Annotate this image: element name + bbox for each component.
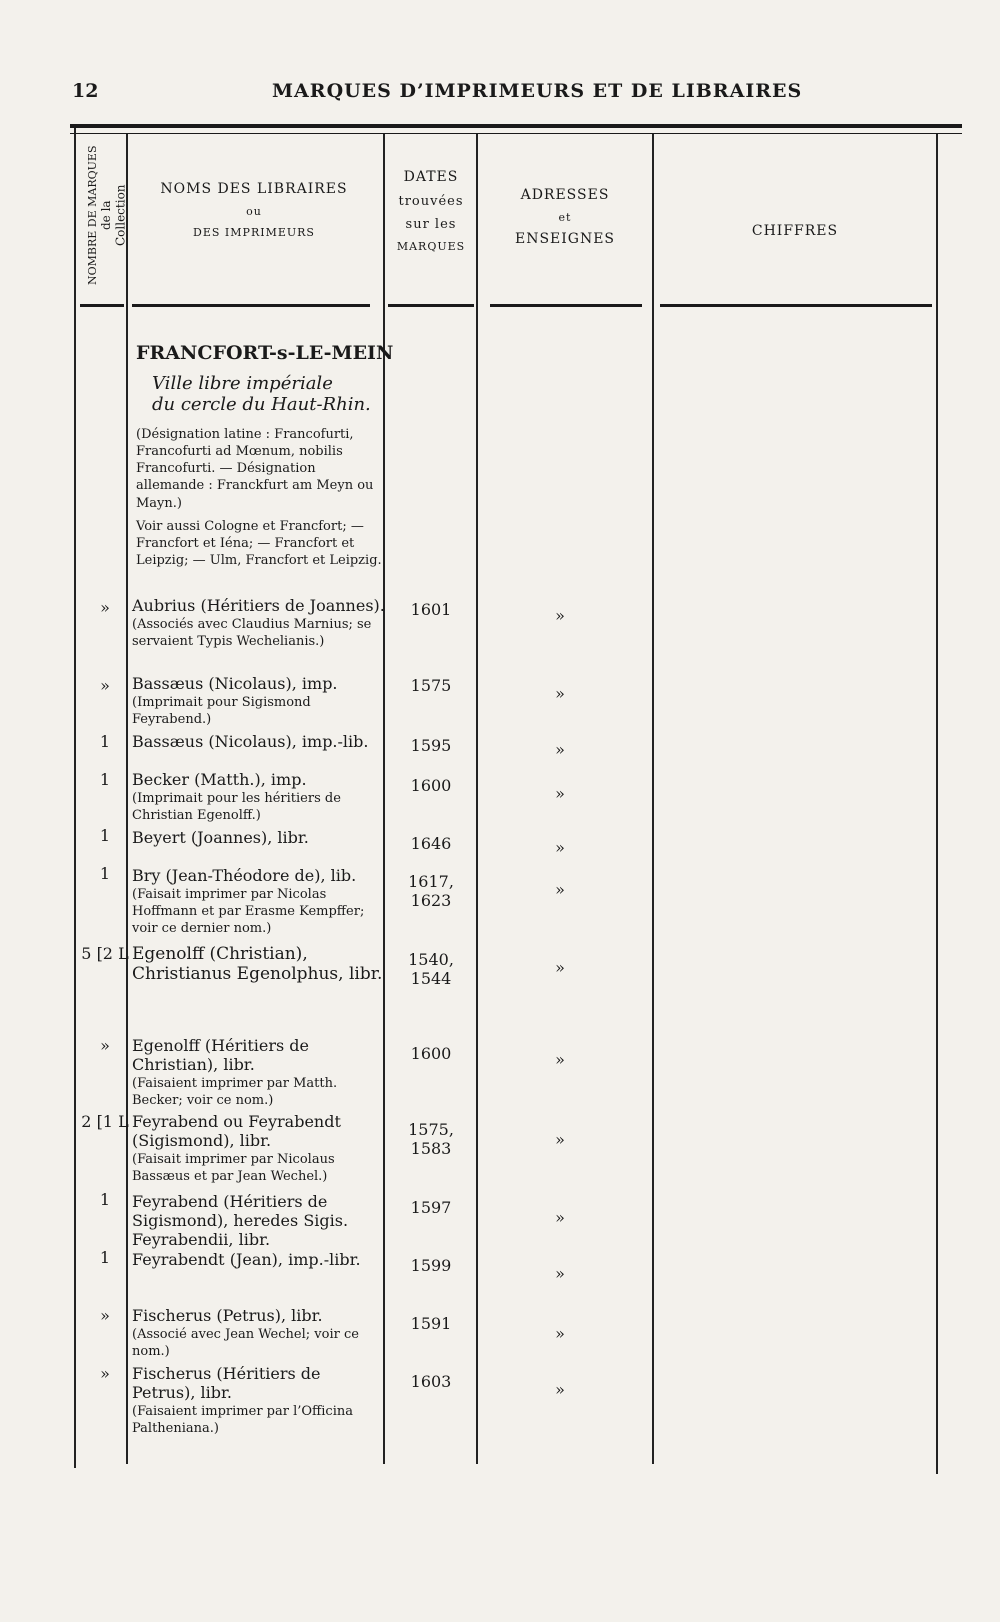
entry-date: 1646: [410, 834, 452, 853]
entry-name-text: Fischerus (Petrus), libr.: [132, 1306, 323, 1325]
entry-name: [132, 732, 386, 751]
city-description: [152, 374, 382, 415]
entry-address: »: [555, 1264, 565, 1283]
city-designation: (Désignation latine : Francofurti, Francofurti ad Mœnum, nobilis Francofurti. — Désignation allemande : Franckfurt am Meyn ou Mayn.): [136, 427, 374, 511]
entry-name: [132, 1306, 386, 1361]
header-adresses-line3: ENSEIGNES: [514, 230, 616, 247]
entry-address: »: [555, 1324, 565, 1343]
entry-name-text: Beyert (Joannes), libr.: [132, 828, 309, 847]
entry-date: 1603: [410, 1372, 452, 1391]
city-desc-line1: Ville libre impériale: [152, 373, 333, 394]
header-noms-line3: DES IMPRIMEURS: [193, 225, 315, 239]
header-noms-line2: ou: [246, 204, 262, 218]
entry-note: (Faisaient imprimer par l’Officina Paltheniana.): [132, 1404, 353, 1437]
header-noms: [134, 180, 374, 241]
entry-count: 5 [2 L: [81, 944, 129, 963]
entry-date: 1595: [410, 736, 452, 755]
entry-date: 1599: [410, 1256, 452, 1275]
entry-name-text: Fischerus (Héritiers de Petrus), libr.: [132, 1364, 321, 1403]
entry-date: 1575: [410, 676, 452, 695]
entry-name: [132, 944, 386, 985]
header-underline-2: [132, 304, 370, 307]
entry-name-text: Bry (Jean-Théodore de), lib.: [132, 866, 357, 885]
header-nombre-line1: NOMBRE DE MARQUES: [86, 145, 99, 285]
entry-note: (Associés avec Claudius Marnius; se servaient Typis Wechelianis.): [132, 617, 372, 650]
entry-note: (Faisait imprimer par Nicolaus Bassæus et par Jean Wechel.): [132, 1152, 335, 1185]
entry-address: »: [555, 1130, 565, 1149]
entry-date: 1540, 1544: [408, 950, 454, 988]
header-chiffres-label: CHIFFRES: [751, 223, 839, 239]
header-underline-3: [388, 304, 474, 307]
entry-name-text: Egenolff (Héritiers de Christian), libr.: [132, 1036, 309, 1075]
column-line-3: [476, 134, 478, 1464]
entry-address: »: [555, 606, 565, 625]
running-head: MARQUES D’IMPRIMEURS ET DE LIBRAIRES: [272, 80, 803, 102]
entry-name: [132, 674, 386, 729]
entry-name: [132, 866, 386, 938]
entry-note: (Imprimait pour Sigismond Feyrabend.): [132, 695, 311, 728]
column-line-left: [74, 128, 76, 1468]
header-underline-1: [80, 304, 124, 307]
entry-address: »: [555, 740, 565, 759]
entry-count: »: [100, 1364, 110, 1383]
entry-name: [132, 1250, 386, 1269]
entry-name-text: Feyrabendt (Jean), imp.-libr.: [132, 1250, 361, 1269]
entry-name-text: Bassæus (Nicolaus), imp.: [132, 674, 338, 693]
entry-date: 1597: [410, 1198, 452, 1217]
column-line-right: [936, 134, 938, 1474]
entry-name: [132, 1112, 386, 1186]
entry-address: »: [555, 1050, 565, 1069]
entry-name: [132, 828, 386, 847]
entry-count: »: [100, 598, 110, 617]
entry-count: 1: [99, 1190, 111, 1209]
header-dates-line4: MARQUES: [396, 239, 466, 253]
header-dates: [386, 168, 476, 255]
entry-date: 1575, 1583: [408, 1120, 454, 1158]
entry-name-text: Aubrius (Héritiers de Joannes).: [132, 596, 385, 615]
entry-address: »: [555, 684, 565, 703]
entry-name: [132, 596, 386, 651]
header-dates-line1: DATES: [403, 169, 459, 185]
entry-name-text: Bassæus (Nicolaus), imp.-lib.: [132, 732, 369, 751]
entry-name-text: Feyrabend ou Feyrabendt (Sigismond), libr.: [132, 1112, 341, 1151]
entry-address: »: [555, 1208, 565, 1227]
entry-count: »: [100, 676, 110, 695]
entry-count: »: [100, 1306, 110, 1325]
entry-count: 1: [99, 864, 111, 883]
header-underline-4: [490, 304, 642, 307]
entry-name: [132, 770, 386, 825]
header-adresses: [478, 186, 652, 249]
entry-name-text: Feyrabend (Héritiers de Sigismond), heredes Sigis. Feyrabendii, libr.: [132, 1192, 349, 1250]
entry-name-text: Becker (Matth.), imp.: [132, 770, 307, 789]
entry-address: »: [555, 880, 565, 899]
entry-address: »: [555, 784, 565, 803]
entry-count: »: [100, 1036, 110, 1055]
header-adresses-line2: et: [558, 210, 572, 224]
city-desc-line2: du cercle du Haut-Rhin.: [152, 393, 371, 415]
entry-name-text: Egenolff (Christian), Christianus Egenolphus, libr.: [132, 944, 383, 985]
city-voir-aussi: Voir aussi Cologne et Francfort; — Francfort et Iéna; — Francfort et Leipzig; — Ulm, Francfort et Leipzig.: [136, 519, 382, 569]
entry-date: 1600: [410, 776, 452, 795]
entry-note: (Imprimait pour les héritiers de Christian Egenolff.): [132, 791, 341, 824]
entry-count: 2 [1 L: [81, 1112, 129, 1131]
header-nombre: [86, 140, 128, 290]
entry-name: [132, 1364, 386, 1438]
entry-count: 1: [99, 732, 111, 751]
entry-name: [132, 1036, 386, 1110]
page-number: 12: [72, 80, 99, 102]
entry-date: 1617, 1623: [408, 872, 454, 910]
entry-address: »: [555, 1380, 565, 1399]
header-nombre-line2: de la: [99, 200, 114, 230]
entry-name: [132, 1192, 386, 1250]
entry-date: 1591: [410, 1314, 452, 1333]
top-rule-thin: [70, 133, 962, 134]
entry-date: 1600: [410, 1044, 452, 1063]
header-nombre-line3: Collection: [113, 184, 128, 246]
entry-date: 1601: [410, 600, 452, 619]
top-rule-thick: [70, 124, 962, 128]
entry-note: (Faisait imprimer par Nicolas Hoffmann et par Erasme Kempffer; voir ce dernier nom.): [132, 887, 365, 936]
header-adresses-line1: ADRESSES: [520, 187, 610, 203]
entry-address: »: [555, 958, 565, 977]
column-line-4: [652, 134, 654, 1464]
header-dates-line2: trouvées: [398, 193, 464, 209]
entry-address: »: [555, 838, 565, 857]
city-name: FRANCFORT-s-LE-MEIN: [136, 342, 394, 364]
entry-count: 1: [99, 1248, 111, 1267]
header-underline-5: [660, 304, 932, 307]
entry-note: (Associé avec Jean Wechel; voir ce nom.): [132, 1327, 359, 1360]
header-chiffres: [654, 222, 936, 241]
entry-note: (Faisaient imprimer par Matth. Becker; voir ce nom.): [132, 1076, 338, 1109]
entry-count: 1: [99, 770, 111, 789]
entry-count: 1: [99, 826, 111, 845]
header-noms-line1: NOMS DES LIBRAIRES: [160, 181, 348, 197]
header-dates-line3: sur les: [405, 217, 457, 233]
